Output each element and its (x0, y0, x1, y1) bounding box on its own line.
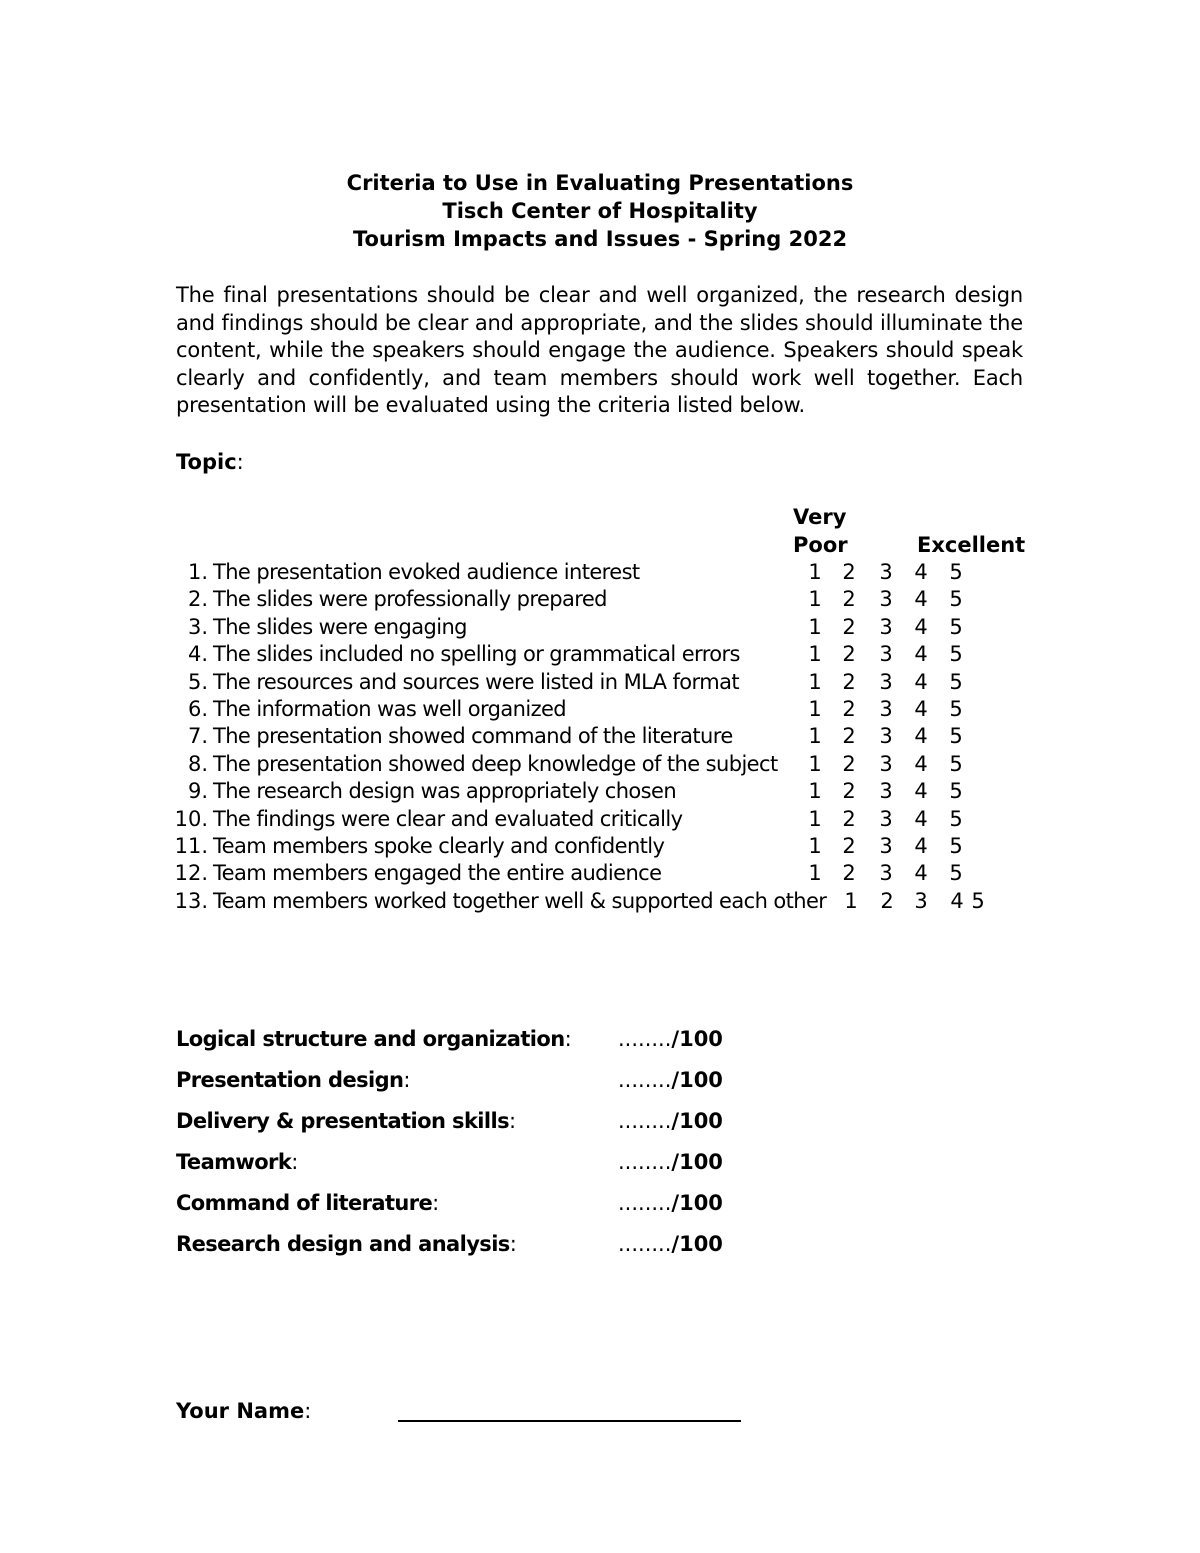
criteria-number: 13. (174, 888, 208, 913)
rating-option[interactable]: 1 (808, 751, 822, 776)
section-score-name: Logical structure and organization (176, 1027, 565, 1051)
criteria-row (0, 751, 1200, 778)
rating-option[interactable]: 5 (949, 751, 963, 776)
section-score-label (176, 1106, 516, 1136)
rating-option[interactable]: 1 (808, 696, 822, 721)
rating-option[interactable]: 4 (950, 888, 964, 913)
section-score-row (176, 1229, 876, 1270)
document-title: Criteria to Use in Evaluating Presentations (346, 171, 854, 195)
section-score-colon: : (564, 1027, 572, 1051)
section-scores (176, 1024, 876, 1270)
intro-paragraph: The final presentations should be clear and well organized, the research design and findings should be clear and appropriate, and the slides should illuminate the content, while the speakers should engage the audience. Speakers should speak clearly and confidently, and team members should work well together. Each presentation will be evaluated using the criteria listed below. (176, 283, 1023, 417)
rating-option[interactable]: 1 (808, 833, 822, 858)
section-score-dots: ........ (618, 1191, 672, 1215)
rating-option[interactable]: 1 (844, 888, 858, 913)
criteria-number: 10. (174, 806, 208, 831)
section-score-max: /100 (671, 1109, 723, 1133)
section-score-colon: : (509, 1232, 517, 1256)
section-score-max: /100 (671, 1232, 723, 1256)
criteria-row (0, 778, 1200, 805)
rating-option[interactable]: 1 (808, 724, 822, 749)
rating-option[interactable]: 2 (842, 669, 856, 694)
section-score-max: /100 (671, 1191, 723, 1215)
criteria-text: Team members worked together well & supported each other (213, 888, 827, 913)
rating-option[interactable]: 3 (879, 779, 893, 804)
section-score-field[interactable] (618, 1024, 723, 1054)
rating-option[interactable]: 3 (879, 833, 893, 858)
section-score-field[interactable] (618, 1147, 723, 1177)
criteria-number: 7. (187, 724, 208, 749)
section-score-field[interactable] (618, 1188, 723, 1218)
rating-option[interactable]: 4 (914, 779, 928, 804)
rating-option[interactable]: 1 (808, 779, 822, 804)
rating-option[interactable]: 2 (842, 560, 856, 584)
rating-option[interactable]: 1 (808, 587, 822, 612)
criteria-number: 9. (187, 779, 208, 804)
rating-option[interactable]: 3 (879, 560, 893, 584)
criteria-row (0, 888, 1200, 915)
criteria-row (0, 860, 1200, 887)
rating-scale-header (793, 503, 1033, 559)
criteria-text: The presentation evoked audience interest (213, 560, 640, 584)
rating-option[interactable]: 2 (842, 806, 856, 831)
section-score-dots: ........ (618, 1068, 672, 1092)
section-score-name: Presentation design (176, 1068, 404, 1092)
section-score-name: Teamwork (176, 1150, 292, 1174)
criteria-row (0, 614, 1200, 641)
rating-option[interactable]: 1 (808, 560, 822, 584)
rating-option[interactable]: 5 (971, 888, 985, 913)
section-score-label (176, 1188, 439, 1218)
section-score-name: Delivery & presentation skills (176, 1109, 510, 1133)
criteria-row (0, 723, 1200, 750)
criteria-number: 5. (187, 669, 208, 694)
criteria-text: The slides included no spelling or grammatical errors (213, 642, 740, 667)
criteria-text: The slides were professionally prepared (213, 587, 607, 612)
criteria-text: Team members spoke clearly and confidently (213, 833, 665, 858)
criteria-row (0, 833, 1200, 860)
section-score-max: /100 (671, 1027, 723, 1051)
rating-option[interactable]: 3 (879, 614, 893, 639)
section-score-max: /100 (671, 1068, 723, 1092)
section-score-row (176, 1106, 876, 1147)
criteria-text: The resources and sources were listed in MLA format (213, 669, 739, 694)
criteria-row (0, 586, 1200, 613)
topic-label: Topic (176, 450, 237, 474)
section-score-field[interactable] (618, 1106, 723, 1136)
rating-option[interactable]: 5 (949, 560, 963, 584)
scale-very-label: Very (793, 505, 847, 529)
rating-option[interactable]: 4 (914, 614, 928, 639)
rating-option[interactable]: 4 (914, 833, 928, 858)
title-block (0, 169, 1200, 253)
rating-option[interactable]: 4 (914, 861, 928, 886)
course-title: Tourism Impacts and Issues - Spring 2022 (352, 227, 848, 251)
criteria-number: 6. (187, 696, 208, 721)
rating-option[interactable]: 5 (949, 861, 963, 886)
section-score-row (176, 1188, 876, 1229)
criteria-row (0, 559, 1200, 586)
section-score-name: Command of literature (176, 1191, 433, 1215)
scale-excellent-label: Excellent (917, 533, 1026, 557)
rating-option[interactable]: 2 (842, 779, 856, 804)
rating-option[interactable]: 2 (842, 751, 856, 776)
criteria-number: 2. (187, 587, 208, 612)
rating-option[interactable]: 4 (914, 751, 928, 776)
criteria-number: 8. (187, 751, 208, 776)
rating-option[interactable]: 2 (842, 833, 856, 858)
rating-option[interactable]: 2 (842, 696, 856, 721)
rating-option[interactable]: 1 (808, 806, 822, 831)
criteria-text: The research design was appropriately chosen (213, 779, 677, 804)
criteria-text: The presentation showed command of the literature (213, 724, 733, 749)
section-score-colon: : (432, 1191, 439, 1215)
rating-option[interactable]: 3 (879, 806, 893, 831)
rating-option[interactable]: 5 (949, 669, 963, 694)
criteria-number: 3. (187, 614, 208, 639)
rating-option[interactable]: 2 (842, 614, 856, 639)
topic-line (176, 448, 244, 476)
section-score-label (176, 1229, 516, 1259)
section-score-field[interactable] (618, 1229, 723, 1259)
section-score-label (176, 1147, 298, 1177)
rating-option[interactable]: 3 (914, 888, 928, 913)
rating-option[interactable]: 3 (879, 724, 893, 749)
criteria-row (0, 641, 1200, 668)
your-name-colon: : (304, 1399, 312, 1423)
rating-option[interactable]: 5 (949, 724, 963, 749)
rating-option[interactable]: 3 (879, 861, 893, 886)
rating-option[interactable]: 4 (914, 642, 928, 667)
rating-option[interactable]: 1 (808, 642, 822, 667)
your-name-label: Your Name (176, 1399, 305, 1423)
your-name-row (176, 1396, 311, 1426)
rating-option[interactable]: 3 (879, 642, 893, 667)
rating-option[interactable]: 4 (914, 806, 928, 831)
section-score-label (176, 1065, 410, 1095)
rating-option[interactable]: 1 (808, 614, 822, 639)
rating-option[interactable]: 2 (842, 587, 856, 612)
criteria-text: The slides were engaging (213, 614, 467, 639)
rating-option[interactable]: 5 (949, 587, 963, 612)
rating-option[interactable]: 5 (949, 806, 963, 831)
scale-poor-label: Poor (793, 533, 848, 557)
rating-option[interactable]: 2 (842, 861, 856, 886)
criteria-row (0, 806, 1200, 833)
section-score-colon: : (509, 1109, 516, 1133)
rating-option[interactable]: 3 (879, 696, 893, 721)
rating-option[interactable]: 5 (949, 696, 963, 721)
criteria-row (0, 669, 1200, 696)
rating-option[interactable]: 2 (880, 888, 894, 913)
section-score-row (176, 1024, 876, 1065)
section-score-dots: ........ (618, 1109, 672, 1133)
rating-option[interactable]: 1 (808, 669, 822, 694)
criteria-number: 12. (174, 861, 208, 886)
criteria-number: 1. (187, 560, 208, 584)
criteria-text: The information was well organized (213, 696, 567, 721)
section-score-max: /100 (671, 1150, 723, 1174)
criteria-row (0, 696, 1200, 723)
document-subtitle: Tisch Center of Hospitality (442, 199, 758, 223)
rating-option[interactable]: 1 (808, 861, 822, 886)
section-score-field[interactable] (618, 1065, 723, 1095)
rating-option[interactable]: 4 (914, 724, 928, 749)
criteria-number: 4. (187, 642, 208, 667)
section-score-colon: : (291, 1150, 298, 1174)
rating-option[interactable]: 3 (879, 751, 893, 776)
section-score-label (176, 1024, 571, 1054)
section-score-colon: : (403, 1068, 410, 1092)
section-score-dots: ........ (618, 1232, 672, 1256)
criteria-text: The findings were clear and evaluated critically (213, 806, 683, 831)
rating-option[interactable]: 5 (949, 779, 963, 804)
criteria-text: The presentation showed deep knowledge of the subject (213, 751, 778, 776)
rating-option[interactable]: 3 (879, 587, 893, 612)
criteria-text: Team members engaged the entire audience (213, 861, 662, 886)
section-score-row (176, 1147, 876, 1188)
topic-colon: : (236, 450, 244, 474)
section-score-row (176, 1065, 876, 1106)
section-score-name: Research design and analysis (176, 1232, 510, 1256)
rating-option[interactable]: 4 (914, 669, 928, 694)
rating-option[interactable]: 4 (914, 560, 928, 584)
rating-option[interactable]: 2 (842, 642, 856, 667)
criteria-number: 11. (174, 833, 208, 858)
criteria-list (0, 559, 1200, 915)
rating-option[interactable]: 5 (949, 614, 963, 639)
rating-option[interactable]: 5 (949, 642, 963, 667)
rating-option[interactable]: 4 (914, 696, 928, 721)
section-score-dots: ........ (618, 1150, 672, 1174)
rating-option[interactable]: 5 (949, 833, 963, 858)
rating-option[interactable]: 3 (879, 669, 893, 694)
section-score-dots: ........ (618, 1027, 672, 1051)
rating-option[interactable]: 2 (842, 724, 856, 749)
your-name-field[interactable] (398, 1420, 741, 1422)
rating-option[interactable]: 4 (914, 587, 928, 612)
